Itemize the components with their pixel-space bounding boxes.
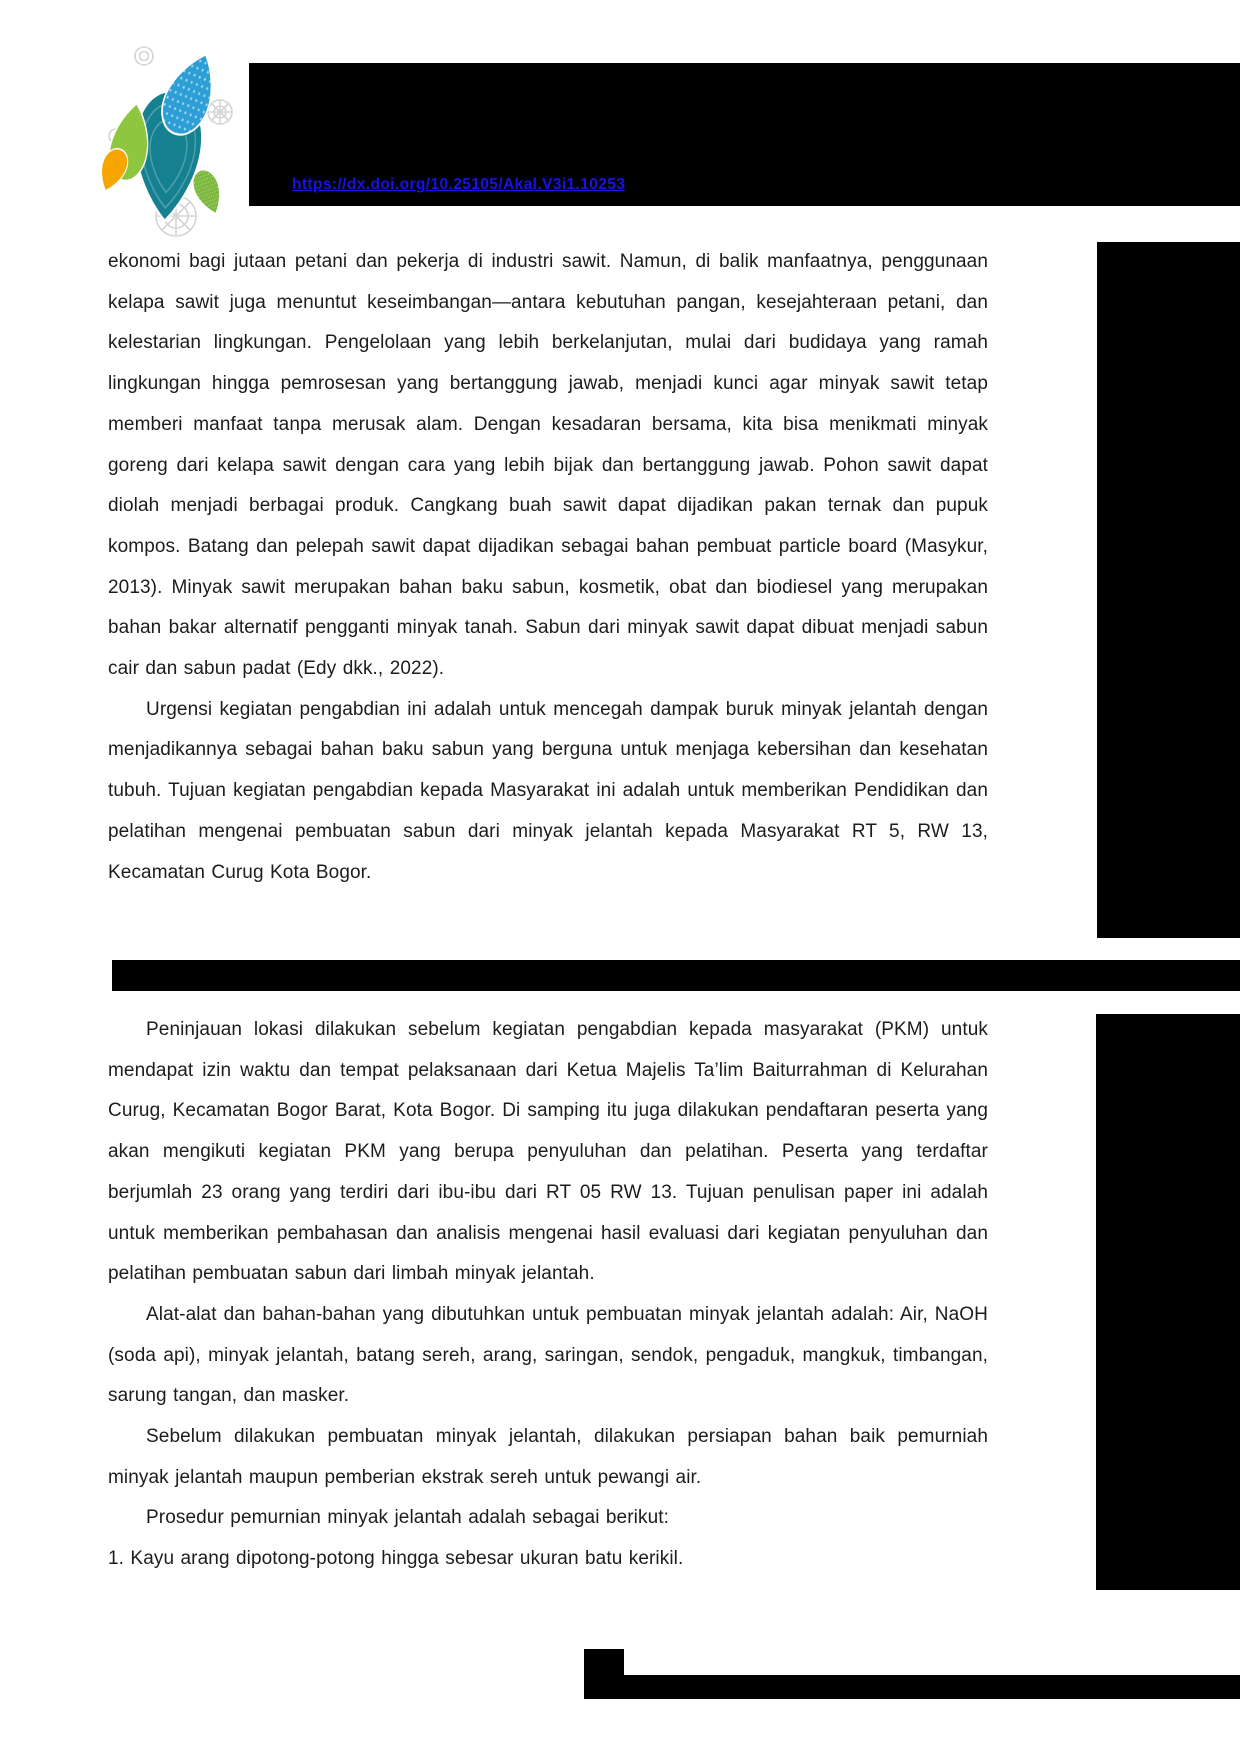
text-block-2: [108, 1010, 988, 1580]
redacted-header-bar: [249, 63, 1240, 206]
paragraph: ekonomi bagi jutaan petani dan pekerja di industri sawit. Namun, di balik manfaatnya, penggunaan kelapa sawit juga menuntut keseimbangan—antara kebutuhan pangan, kesejahteraan petani, dan kelestarian lingkungan. Pengelolaan yang lebih berkelanjutan, mulai dari budidaya yang ramah lingkungan hingga pemrosesan yang bertanggung jawab, menjadi kunci agar minyak sawit tetap memberi manfaat tanpa merusak alam. Dengan kesadaran bersama, kita bisa menikmati minyak goreng dari kelapa sawit dengan cara yang lebih bijak dan bertanggung jawab. Pohon sawit dapat diolah menjadi berbagai produk. Cangkang buah sawit dapat dijadikan pakan ternak dan pupuk kompos. Batang dan pelepah sawit dapat dijadikan sebagai bahan pembuat particle board (Masykur, 2013). Minyak sawit merupakan bahan baku sabun, kosmetik, obat dan biodiesel yang merupakan bahan bakar alternatif pengganti minyak tanah. Sabun dari minyak sawit dapat dibuat menjadi sabun cair dan sabun padat (Edy dkk., 2022).: [108, 251, 988, 680]
paragraph: Alat-alat dan bahan-bahan yang dibutuhkan untuk pembuatan minyak jelantah adalah: Air, NaOH (soda api), minyak jelantah, batang sereh, arang, saringan, sendok, pengaduk, mangkuk, timbangan, sarung tangan, dan masker.: [108, 1303, 988, 1407]
paragraph: Peninjauan lokasi dilakukan sebelum kegiatan pengabdian kepada masyarakat (PKM) untuk mendapat izin waktu dan tempat pelaksanaan dari Ketua Majelis Ta’lim Baiturrahman di Kelurahan Curug, Kecamatan Bogor Barat, Kota Bogor. Di samping itu juga dilakukan pendaftaran peserta yang akan mengikuti kegiatan PKM yang berupa penyuluhan dan pelatihan. Peserta yang terdaftar berjumlah 23 orang yang terdiri dari ibu-ibu dari RT 05 RW 13. Tujuan penulisan paper ini adalah untuk memberikan pembahasan dan analisis mengenai hasil evaluasi dari kegiatan penyuluhan dan pelatihan pembuatan sabun dari limbah minyak jelantah.: [108, 1019, 988, 1285]
paragraph: 1. Kayu arang dipotong-potong hingga sebesar ukuran batu kerikil.: [108, 1548, 684, 1570]
redacted-footer-bar: [584, 1675, 1240, 1699]
paragraph: Prosedur pemurnian minyak jelantah adalah sebagai berikut:: [146, 1507, 669, 1529]
journal-logo: [98, 40, 240, 240]
text-block-1: [108, 242, 988, 893]
redacted-margin-block-2: [1096, 1014, 1240, 1590]
redacted-section-heading: [112, 960, 1240, 991]
doi-link[interactable]: https://dx.doi.org/10.25105/Akal.V3i1.10253: [292, 176, 626, 193]
paragraph: Sebelum dilakukan pembuatan minyak jelantah, dilakukan persiapan bahan baik pemurniah minyak jelantah maupun pemberian ekstrak sereh untuk pewangi air.: [108, 1426, 988, 1488]
redacted-margin-block-1: [1097, 242, 1240, 938]
paragraph: Urgensi kegiatan pengabdian ini adalah untuk mencegah dampak buruk minyak jelantah dengan menjadikannya sebagai bahan baku sabun yang berguna untuk menjaga kebersihan dan kesehatan tubuh. Tujuan kegiatan pengabdian kepada Masyarakat ini adalah untuk memberikan Pendidikan dan pelatihan mengenai pembuatan sabun dari minyak jelantah kepada Masyarakat RT 5, RW 13, Kecamatan Curug Kota Bogor.: [108, 698, 988, 883]
redacted-footer-notch: [584, 1649, 624, 1676]
